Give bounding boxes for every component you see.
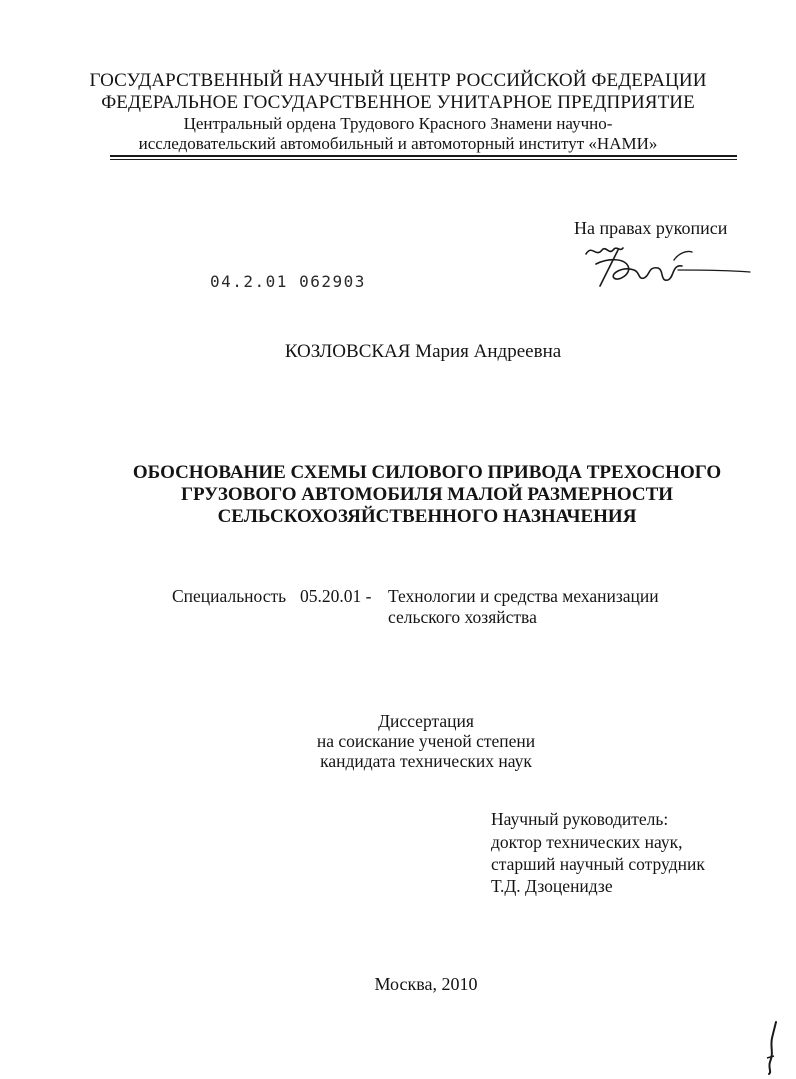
author-name: КОЗЛОВСКАЯ Мария Андреевна xyxy=(284,341,562,362)
handwritten-signature xyxy=(578,236,758,296)
specialty-code: 05.20.01 - xyxy=(300,586,372,606)
header-line-4: исследовательский автомобильный и автомоторный институт «НАМИ» xyxy=(138,134,658,153)
specialty-name-line-1: Технологии и средства механизации xyxy=(388,586,659,606)
title-line-1: ОБОСНОВАНИЕ СХЕМЫ СИЛОВОГО ПРИВОДА ТРЕХОСНОГО xyxy=(132,462,722,483)
degree-line-3: кандидата технических наук xyxy=(320,751,532,771)
degree-line-1: Диссертация xyxy=(378,711,474,731)
degree-line-2: на соискание ученой степени xyxy=(316,731,536,751)
header-rule-thick xyxy=(110,155,737,157)
header-line-3: Центральный ордена Трудового Красного Знамени научно- xyxy=(183,114,613,133)
specialty-label: Специальность xyxy=(172,586,287,606)
supervisor-position: старший научный сотрудник xyxy=(491,854,705,874)
header-line-1: ГОСУДАРСТВЕННЫЙ НАУЧНЫЙ ЦЕНТР РОССИЙСКОЙ ФЕДЕРАЦИИ xyxy=(89,70,707,91)
place-year: Москва, 2010 xyxy=(374,974,478,994)
supervisor-role: Научный руководитель: xyxy=(491,809,669,829)
supervisor-name: Т.Д. Дзоценидзе xyxy=(491,876,613,896)
title-line-2: ГРУЗОВОГО АВТОМОБИЛЯ МАЛОЙ РАЗМЕРНОСТИ xyxy=(180,484,674,505)
rights-note: На правах рукописи xyxy=(574,218,728,238)
specialty-name-line-2: сельского хозяйства xyxy=(388,607,537,627)
header-line-2: ФЕДЕРАЛЬНОЕ ГОСУДАРСТВЕННОЕ УНИТАРНОЕ ПРЕДПРИЯТИЕ xyxy=(101,92,695,113)
supervisor-degree: доктор технических наук, xyxy=(491,832,683,852)
margin-mark-icon xyxy=(760,1018,784,1076)
header-rule-thin xyxy=(110,159,737,160)
title-line-3: СЕЛЬСКОХОЗЯЙСТВЕННОГО НАЗНАЧЕНИЯ xyxy=(217,506,637,527)
registration-stamp: 04.2.01 062903 xyxy=(210,272,366,291)
